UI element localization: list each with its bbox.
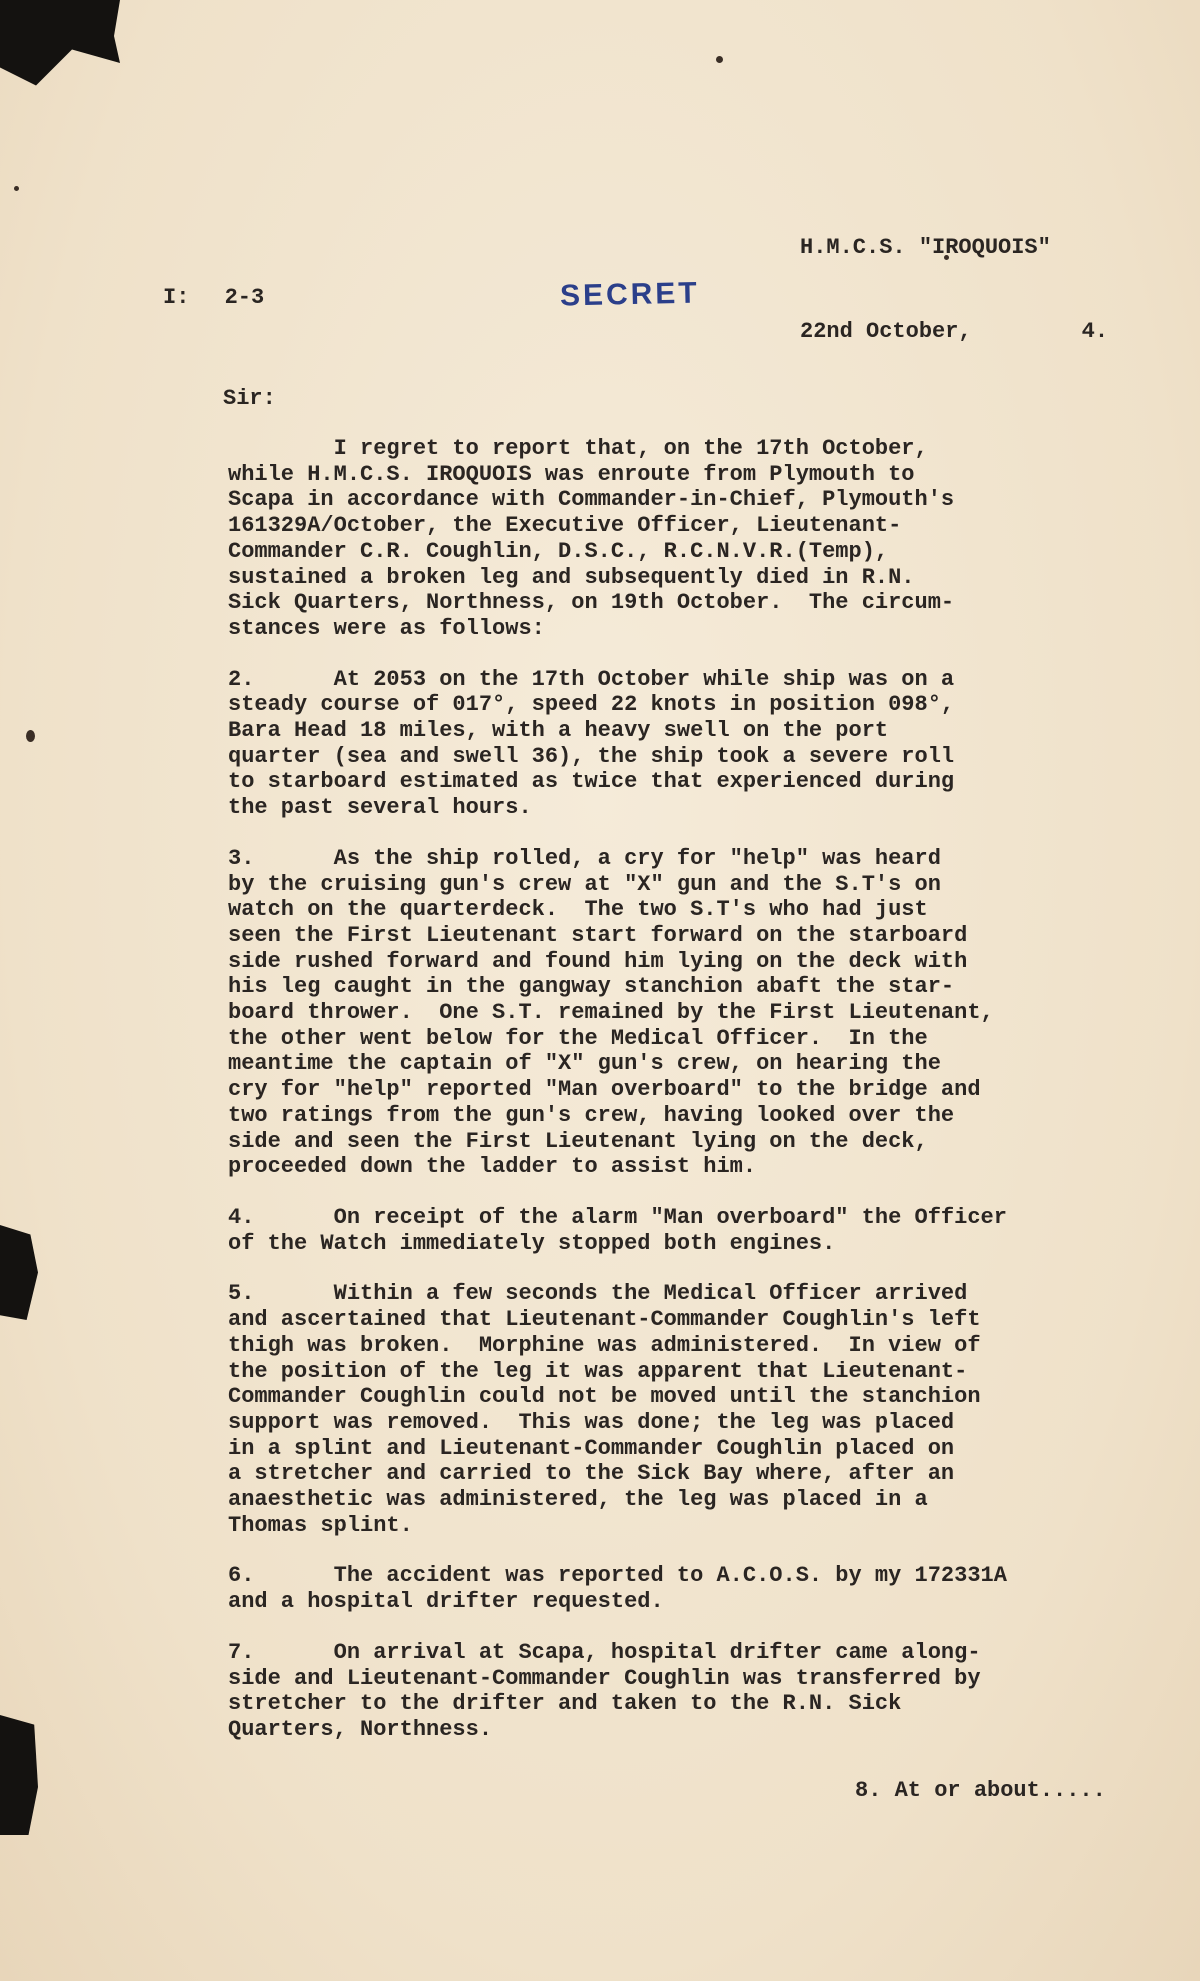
- ink-dot: [26, 730, 35, 742]
- paragraph-7: 7. On arrival at Scapa, hospital drifter came along- side and Lieutenant-Commander Coughlin was transferred by stretcher to the drifter and taken to the R.N. Sick Quarters, Northness.: [228, 1639, 981, 1742]
- letter-body: [228, 436, 1108, 1768]
- left-edge-hole-2: [0, 1715, 38, 1835]
- secret-stamp: SECRET: [559, 276, 701, 313]
- top-left-tear: [0, 0, 120, 90]
- letter-date: 22nd October,: [800, 319, 972, 344]
- paragraph-4: 4. On receipt of the alarm "Man overboard" the Officer of the Watch immediately stopped both engines.: [228, 1204, 1007, 1256]
- paragraph-6: 6. The accident was reported to A.C.O.S. by my 172331A and a hospital drifter requested.: [228, 1563, 1007, 1615]
- page-number: 4.: [1081, 319, 1109, 344]
- paragraph-3: 3. As the ship rolled, a cry for "help" was heard by the cruising gun's crew at "X" gun and the S.T's on watch on the quarterdeck. The two S.T's who had just seen the First Lieutenant start forward on the starboard side rushed forward and found him lying on the deck with his leg caught in the gangway stanchion abaft the star- board thrower. One S.T. remained by the First Lieutenant, the other went below for the Medical Officer. In the meantime the captain of "X" gun's crew, on hearing the cry for "help" reported "Man overboard" to the bridge and two ratings from the gun's crew, having looked over the side and seen the First Lieutenant lying on the deck, proceeded down the ladder to assist him.: [228, 845, 994, 1180]
- continuation-line: 8. At or about.....: [855, 1778, 1106, 1803]
- file-reference-label: I:: [163, 285, 190, 310]
- ship-name: H.M.C.S. "IROQUOIS": [800, 235, 1051, 260]
- letter-header: [800, 178, 1108, 402]
- paragraph-1: I regret to report that, on the 17th October, while H.M.C.S. IROQUOIS was enroute from Plymouth to Scapa in accordance with Commander-in-Chief, Plymouth's 161329A/October, the Executive Officer, Lieutenant- Commander C.R. Coughlin, D.S.C., R.C.N.V.R.(Temp), sustained a broken leg and subsequently died in R.N. Sick Quarters, Northness, on 19th October. The circum- stances were as follows:: [228, 436, 955, 641]
- ink-dot: [716, 56, 723, 63]
- paragraph-5: 5. Within a few seconds the Medical Officer arrived and ascertained that Lieutenant-Commander Coughlin's left thigh was broken. Morphine was administered. In view of the position of the leg it was apparent that Lieutenant- Commander Coughlin could not be moved until the stanchion support was removed. This was done; the leg was placed in a splint and Lieutenant-Commander Coughlin placed on a stretcher and carried to the Sick Bay where, after an anaesthetic was administered, the leg was placed in a Thomas splint.: [228, 1281, 981, 1538]
- paragraph-2: 2. At 2053 on the 17th October while ship was on a steady course of 017°, speed 22 knots in position 098°, Bara Head 18 miles, with a heavy swell on the port quarter (sea and swell 36), the ship took a severe roll to starboard estimated as twice that experienced during the past several hours.: [228, 666, 955, 821]
- file-reference-value: 2-3: [224, 285, 265, 310]
- salutation: Sir:: [223, 386, 276, 411]
- ink-dot: [14, 186, 19, 191]
- file-reference: [163, 285, 264, 310]
- left-edge-hole-1: [0, 1225, 38, 1320]
